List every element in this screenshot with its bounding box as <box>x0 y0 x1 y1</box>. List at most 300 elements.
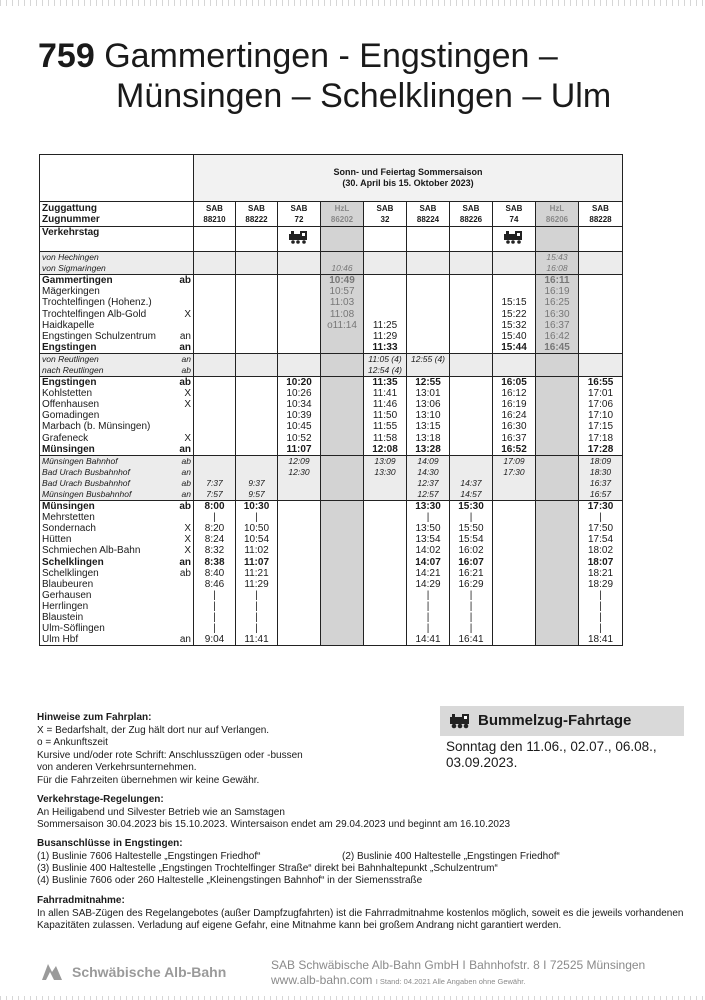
departure-time: 14:21 <box>415 567 441 579</box>
station-cell <box>40 557 194 568</box>
departure-time: 18:09 <box>589 455 612 466</box>
time-cell <box>278 433 321 444</box>
time-cell <box>536 331 579 342</box>
station-cell <box>40 320 194 331</box>
station-name-wrap <box>42 601 191 612</box>
departure-time: 15:44 <box>501 341 527 353</box>
time-cell <box>579 353 623 365</box>
time-cell <box>194 568 236 579</box>
time-cell <box>236 308 278 319</box>
departure-time: 18:02 <box>587 545 614 557</box>
time-cell <box>579 308 623 319</box>
bus-row <box>37 851 677 863</box>
time-cell <box>194 331 236 342</box>
footer <box>40 958 690 990</box>
time-cell <box>194 320 236 331</box>
time-cell <box>536 601 579 612</box>
time-cell <box>194 467 236 478</box>
departure-time: 18:30 <box>589 466 612 477</box>
time-cell <box>278 377 321 389</box>
train-type: SAB <box>376 204 394 213</box>
departure-time: 11:07 <box>286 443 312 455</box>
departure-time: 16:05 <box>501 377 527 389</box>
time-cell <box>278 534 321 545</box>
time-cell <box>493 377 536 389</box>
row-label: Zugnummer <box>42 214 100 225</box>
season-line: Sonn- und Feiertag Sommersaison <box>333 167 483 177</box>
departure-time: 14:07 <box>415 556 441 568</box>
train-type: SAB <box>592 204 609 213</box>
departure-time: | <box>426 623 430 635</box>
station-name: Engstingen Schulzentrum <box>42 330 156 342</box>
train-header <box>236 202 278 227</box>
stop-mark: ab <box>181 477 191 488</box>
departure-time: 11:07 <box>243 556 270 568</box>
time-cell <box>364 252 407 264</box>
time-cell <box>236 512 278 523</box>
station-cell <box>40 331 194 342</box>
train-header <box>364 202 407 227</box>
steam-train-icon <box>448 713 472 729</box>
verkehrstag-cell <box>321 227 364 252</box>
time-cell <box>450 455 493 467</box>
time-cell <box>407 478 450 489</box>
time-cell <box>236 365 278 377</box>
time-cell <box>450 467 493 478</box>
time-cell <box>579 623 623 634</box>
time-cell <box>450 579 493 590</box>
time-cell <box>579 590 623 601</box>
time-cell <box>579 601 623 612</box>
departure-time: 16:21 <box>458 567 484 579</box>
station-name-wrap <box>42 365 191 376</box>
bike-text: In allen SAB-Zügen des Regelangebotes (außer Dampfzugfahrten) ist die Fahrradmitnahme kostenlos möglich, soweit es die jeweils vorhandenen Kapazitäten zulassen. Verladung auf eigene Gefahr, eine Mitnahme kann bei großem Andrang nicht garantiert werden. <box>37 907 684 931</box>
time-cell <box>450 523 493 534</box>
time-cell <box>278 399 321 410</box>
time-cell <box>278 501 321 513</box>
departure-time: 10:20 <box>286 377 312 389</box>
time-cell <box>194 579 236 590</box>
station-name: Schelklingen <box>42 556 104 568</box>
departure-time: 15:43 <box>546 252 568 263</box>
station-cell <box>40 433 194 444</box>
time-cell <box>493 297 536 308</box>
departure-time: 10:45 <box>286 421 312 433</box>
time-cell <box>536 455 579 467</box>
time-cell <box>450 286 493 297</box>
departure-time: 10:46 <box>331 263 353 274</box>
verkehrstag-cell <box>278 227 321 252</box>
departure-time: 17:18 <box>587 432 614 444</box>
time-cell <box>536 320 579 331</box>
time-cell <box>579 612 623 623</box>
departure-time: 8:46 <box>204 578 225 590</box>
time-cell <box>321 297 364 308</box>
time-cell <box>407 252 450 264</box>
time-cell <box>236 444 278 456</box>
time-cell <box>194 523 236 534</box>
service-day-rules <box>37 794 677 832</box>
time-cell <box>536 444 579 456</box>
time-cell <box>493 467 536 478</box>
time-cell <box>278 612 321 623</box>
time-cell <box>536 421 579 432</box>
time-cell <box>364 308 407 319</box>
time-cell <box>493 308 536 319</box>
time-cell <box>194 545 236 556</box>
station-name-wrap <box>42 579 191 590</box>
train-type: HzL <box>334 204 350 213</box>
time-cell <box>579 399 623 410</box>
time-cell <box>278 353 321 365</box>
station-cell <box>40 523 194 534</box>
train-header <box>194 202 236 227</box>
time-cell <box>407 297 450 308</box>
time-cell <box>364 545 407 556</box>
season-row <box>40 155 623 202</box>
time-cell <box>236 353 278 365</box>
time-cell <box>579 263 623 275</box>
time-cell <box>321 601 364 612</box>
time-cell <box>493 331 536 342</box>
time-cell <box>364 623 407 634</box>
time-cell <box>579 377 623 389</box>
time-cell <box>536 410 579 421</box>
verkehrstag-cell <box>493 227 536 252</box>
station-cell <box>40 601 194 612</box>
time-cell <box>321 545 364 556</box>
timetable-row <box>40 377 623 389</box>
time-cell <box>364 523 407 534</box>
time-cell <box>321 467 364 478</box>
time-cell <box>536 433 579 444</box>
train-header-row <box>40 202 623 227</box>
time-cell <box>407 421 450 432</box>
departure-time: o11:14 <box>327 319 357 331</box>
departure-time: 16:52 <box>501 443 527 455</box>
time-cell <box>493 545 536 556</box>
station-name: Trochtelfingen Alb-Gold <box>42 308 147 320</box>
departure-time: 11:21 <box>244 567 269 579</box>
departure-time: 11:55 <box>372 421 398 433</box>
station-name: von Reutlingen <box>42 353 99 364</box>
verkehrstag-cell <box>450 227 493 252</box>
time-cell <box>536 489 579 501</box>
stop-mark: X <box>184 308 191 320</box>
time-cell <box>236 275 278 287</box>
time-cell <box>321 501 364 513</box>
time-cell <box>194 342 236 354</box>
time-cell <box>536 557 579 568</box>
website-link[interactable]: www.alb-bahn.com <box>271 973 373 987</box>
time-cell <box>493 501 536 513</box>
time-cell <box>278 568 321 579</box>
departure-time: 11:08 <box>329 308 355 320</box>
departure-time: 18:41 <box>587 634 614 646</box>
time-cell <box>450 365 493 377</box>
time-cell <box>321 388 364 399</box>
time-cell <box>236 557 278 568</box>
time-cell <box>450 320 493 331</box>
time-cell <box>493 568 536 579</box>
departure-time: 10:26 <box>286 388 312 400</box>
departure-time: | <box>255 623 258 635</box>
bummelzug-box <box>440 706 684 771</box>
time-cell <box>407 612 450 623</box>
timetable-notes <box>37 712 417 787</box>
departure-time: 16:24 <box>501 410 527 422</box>
time-cell <box>194 286 236 297</box>
time-cell <box>194 557 236 568</box>
time-cell <box>407 489 450 501</box>
timetable-row <box>40 308 623 319</box>
departure-time: | <box>255 589 258 601</box>
station-name: Münsingen <box>42 443 95 455</box>
time-cell <box>407 320 450 331</box>
note-line: o = Ankunftszeit <box>37 737 108 748</box>
time-cell <box>364 342 407 354</box>
train-header-labels <box>40 202 194 227</box>
departure-time: | <box>213 589 216 601</box>
time-cell <box>194 353 236 365</box>
time-cell <box>407 275 450 287</box>
station-cell <box>40 365 194 377</box>
bus-heading: Busanschlüsse in Engstingen: <box>37 838 183 849</box>
time-cell <box>278 512 321 523</box>
stop-mark: ab <box>181 364 191 375</box>
train-type: SAB <box>505 204 523 213</box>
time-cell <box>536 634 579 646</box>
station-name: Herrlingen <box>42 600 89 612</box>
station-name: Sondernach <box>42 523 96 535</box>
time-cell <box>194 534 236 545</box>
time-cell <box>364 365 407 377</box>
time-cell <box>194 421 236 432</box>
departure-time: 16:19 <box>501 399 527 411</box>
time-cell <box>194 444 236 456</box>
verkehrstag-cell <box>579 227 623 252</box>
departure-time: 16:41 <box>458 634 484 646</box>
time-cell <box>536 263 579 275</box>
timetable-row <box>40 421 623 432</box>
departure-time: | <box>599 589 602 601</box>
time-cell <box>194 297 236 308</box>
time-cell <box>493 478 536 489</box>
train-number: 88226 <box>459 215 483 224</box>
station-name: nach Reutlingen <box>42 364 104 375</box>
time-cell <box>194 399 236 410</box>
note-line: Für die Fahrzeiten übernehmen wir keine Gewähr. <box>37 774 260 786</box>
departure-time: 11:50 <box>372 410 398 422</box>
time-cell <box>407 467 450 478</box>
time-cell <box>236 612 278 623</box>
departure-time: 16:37 <box>501 432 527 444</box>
time-cell <box>194 388 236 399</box>
notes-heading: Hinweise zum Fahrplan: <box>37 712 152 723</box>
time-cell <box>493 263 536 275</box>
departure-time: 12:54 (4) <box>367 364 403 375</box>
station-name: Blaubeuren <box>42 578 94 590</box>
station-cell <box>40 342 194 354</box>
time-cell <box>364 590 407 601</box>
time-cell <box>407 512 450 523</box>
time-cell <box>493 365 536 377</box>
station-name: von Sigmaringen <box>42 263 106 274</box>
timetable-row <box>40 557 623 568</box>
station-cell <box>40 501 194 513</box>
station-cell <box>40 512 194 523</box>
time-cell <box>321 365 364 377</box>
time-cell <box>321 444 364 456</box>
train-number: 88210 <box>203 215 226 224</box>
departure-time: 15:15 <box>501 297 527 309</box>
time-cell <box>194 501 236 513</box>
time-cell <box>236 263 278 275</box>
time-cell <box>579 501 623 513</box>
timetable-row <box>40 252 623 264</box>
time-cell <box>321 478 364 489</box>
departure-time: 16:07 <box>458 556 484 568</box>
time-cell <box>493 534 536 545</box>
time-cell <box>364 399 407 410</box>
timetable-row <box>40 297 623 308</box>
departure-time: 16:02 <box>458 545 484 557</box>
departure-time: 7:57 <box>206 489 223 500</box>
time-cell <box>536 275 579 287</box>
time-cell <box>536 467 579 478</box>
time-cell <box>321 512 364 523</box>
time-cell <box>493 433 536 444</box>
station-name-wrap <box>42 557 191 568</box>
station-cell <box>40 421 194 432</box>
time-cell <box>579 444 623 456</box>
time-cell <box>579 478 623 489</box>
time-cell <box>321 263 364 275</box>
time-cell <box>579 342 623 354</box>
timetable-row <box>40 444 623 456</box>
departure-time: | <box>469 612 473 624</box>
train-type: SAB <box>206 204 223 213</box>
departure-time: 14:09 <box>417 455 439 466</box>
time-cell <box>407 388 450 399</box>
station-cell <box>40 286 194 297</box>
season-line: (30. April bis 15. Oktober 2023) <box>342 178 474 188</box>
time-cell <box>236 331 278 342</box>
departure-time: 16:25 <box>544 297 570 309</box>
departure-time: 13:15 <box>415 421 441 433</box>
stop-mark: ab <box>179 501 191 513</box>
time-cell <box>536 534 579 545</box>
station-name: Trochtelfingen (Hohenz.) <box>42 297 152 309</box>
time-cell <box>407 331 450 342</box>
time-cell <box>493 410 536 421</box>
station-name: Gomadingen <box>42 410 100 422</box>
stop-mark: an <box>181 466 191 477</box>
time-cell <box>236 410 278 421</box>
time-cell <box>493 612 536 623</box>
train-number: 32 <box>380 215 390 224</box>
time-cell <box>321 623 364 634</box>
time-cell <box>579 331 623 342</box>
time-cell <box>536 377 579 389</box>
time-cell <box>536 286 579 297</box>
departure-time: 17:06 <box>587 399 614 411</box>
timetable-row <box>40 399 623 410</box>
station-name-wrap <box>42 252 191 263</box>
time-cell <box>407 557 450 568</box>
time-cell <box>236 297 278 308</box>
time-cell <box>493 455 536 467</box>
row-label: Zuggattung <box>42 203 97 214</box>
stop-mark: ab <box>181 455 191 466</box>
departure-time: | <box>469 623 473 635</box>
train-header <box>579 202 623 227</box>
time-cell <box>194 623 236 634</box>
time-cell <box>278 523 321 534</box>
departure-time: | <box>255 512 258 524</box>
station-name: Münsingen Busbahnhof <box>42 489 132 500</box>
time-cell <box>450 478 493 489</box>
timetable-row <box>40 568 623 579</box>
time-cell <box>536 545 579 556</box>
time-cell <box>493 320 536 331</box>
row-label: Verkehrstag <box>40 227 194 252</box>
departure-time: 16:45 <box>544 341 570 353</box>
time-cell <box>579 512 623 523</box>
steam-train-icon <box>502 231 526 244</box>
rules-line: Sommersaison 30.04.2023 bis 15.10.2023. Wintersaison endet am 29.04.2023 und beginnt am 16.10.2023 <box>37 819 511 830</box>
timetable-row <box>40 512 623 523</box>
train-type: SAB <box>290 204 308 213</box>
departure-time: 17:01 <box>587 388 614 400</box>
time-cell <box>194 365 236 377</box>
time-cell <box>236 601 278 612</box>
time-cell <box>364 377 407 389</box>
departure-time: 7:37 <box>206 477 223 488</box>
departure-time: 9:04 <box>204 634 225 646</box>
time-cell <box>407 623 450 634</box>
time-cell <box>364 612 407 623</box>
time-cell <box>450 512 493 523</box>
time-cell <box>536 353 579 365</box>
time-cell <box>450 557 493 568</box>
departure-time: 10:30 <box>243 501 270 513</box>
time-cell <box>236 501 278 513</box>
station-name: Kohlstetten <box>42 388 93 400</box>
time-cell <box>493 489 536 501</box>
time-cell <box>450 489 493 501</box>
time-cell <box>278 623 321 634</box>
time-cell <box>493 579 536 590</box>
station-name-wrap <box>42 342 191 353</box>
station-cell <box>40 579 194 590</box>
departure-time: 18:07 <box>587 556 614 568</box>
departure-time: 8:40 <box>204 567 225 579</box>
stop-mark: an <box>179 556 191 568</box>
time-cell <box>364 433 407 444</box>
stop-mark: X <box>184 523 191 535</box>
train-type: SAB <box>248 204 265 213</box>
station-name-wrap <box>42 320 191 331</box>
train-header <box>450 202 493 227</box>
rules-heading: Verkehrstage-Regelungen: <box>37 794 164 805</box>
time-cell <box>321 353 364 365</box>
time-cell <box>493 286 536 297</box>
departure-time: 17:54 <box>587 534 614 546</box>
season-header <box>194 155 623 202</box>
time-cell <box>493 353 536 365</box>
stop-mark: ab <box>179 275 191 287</box>
